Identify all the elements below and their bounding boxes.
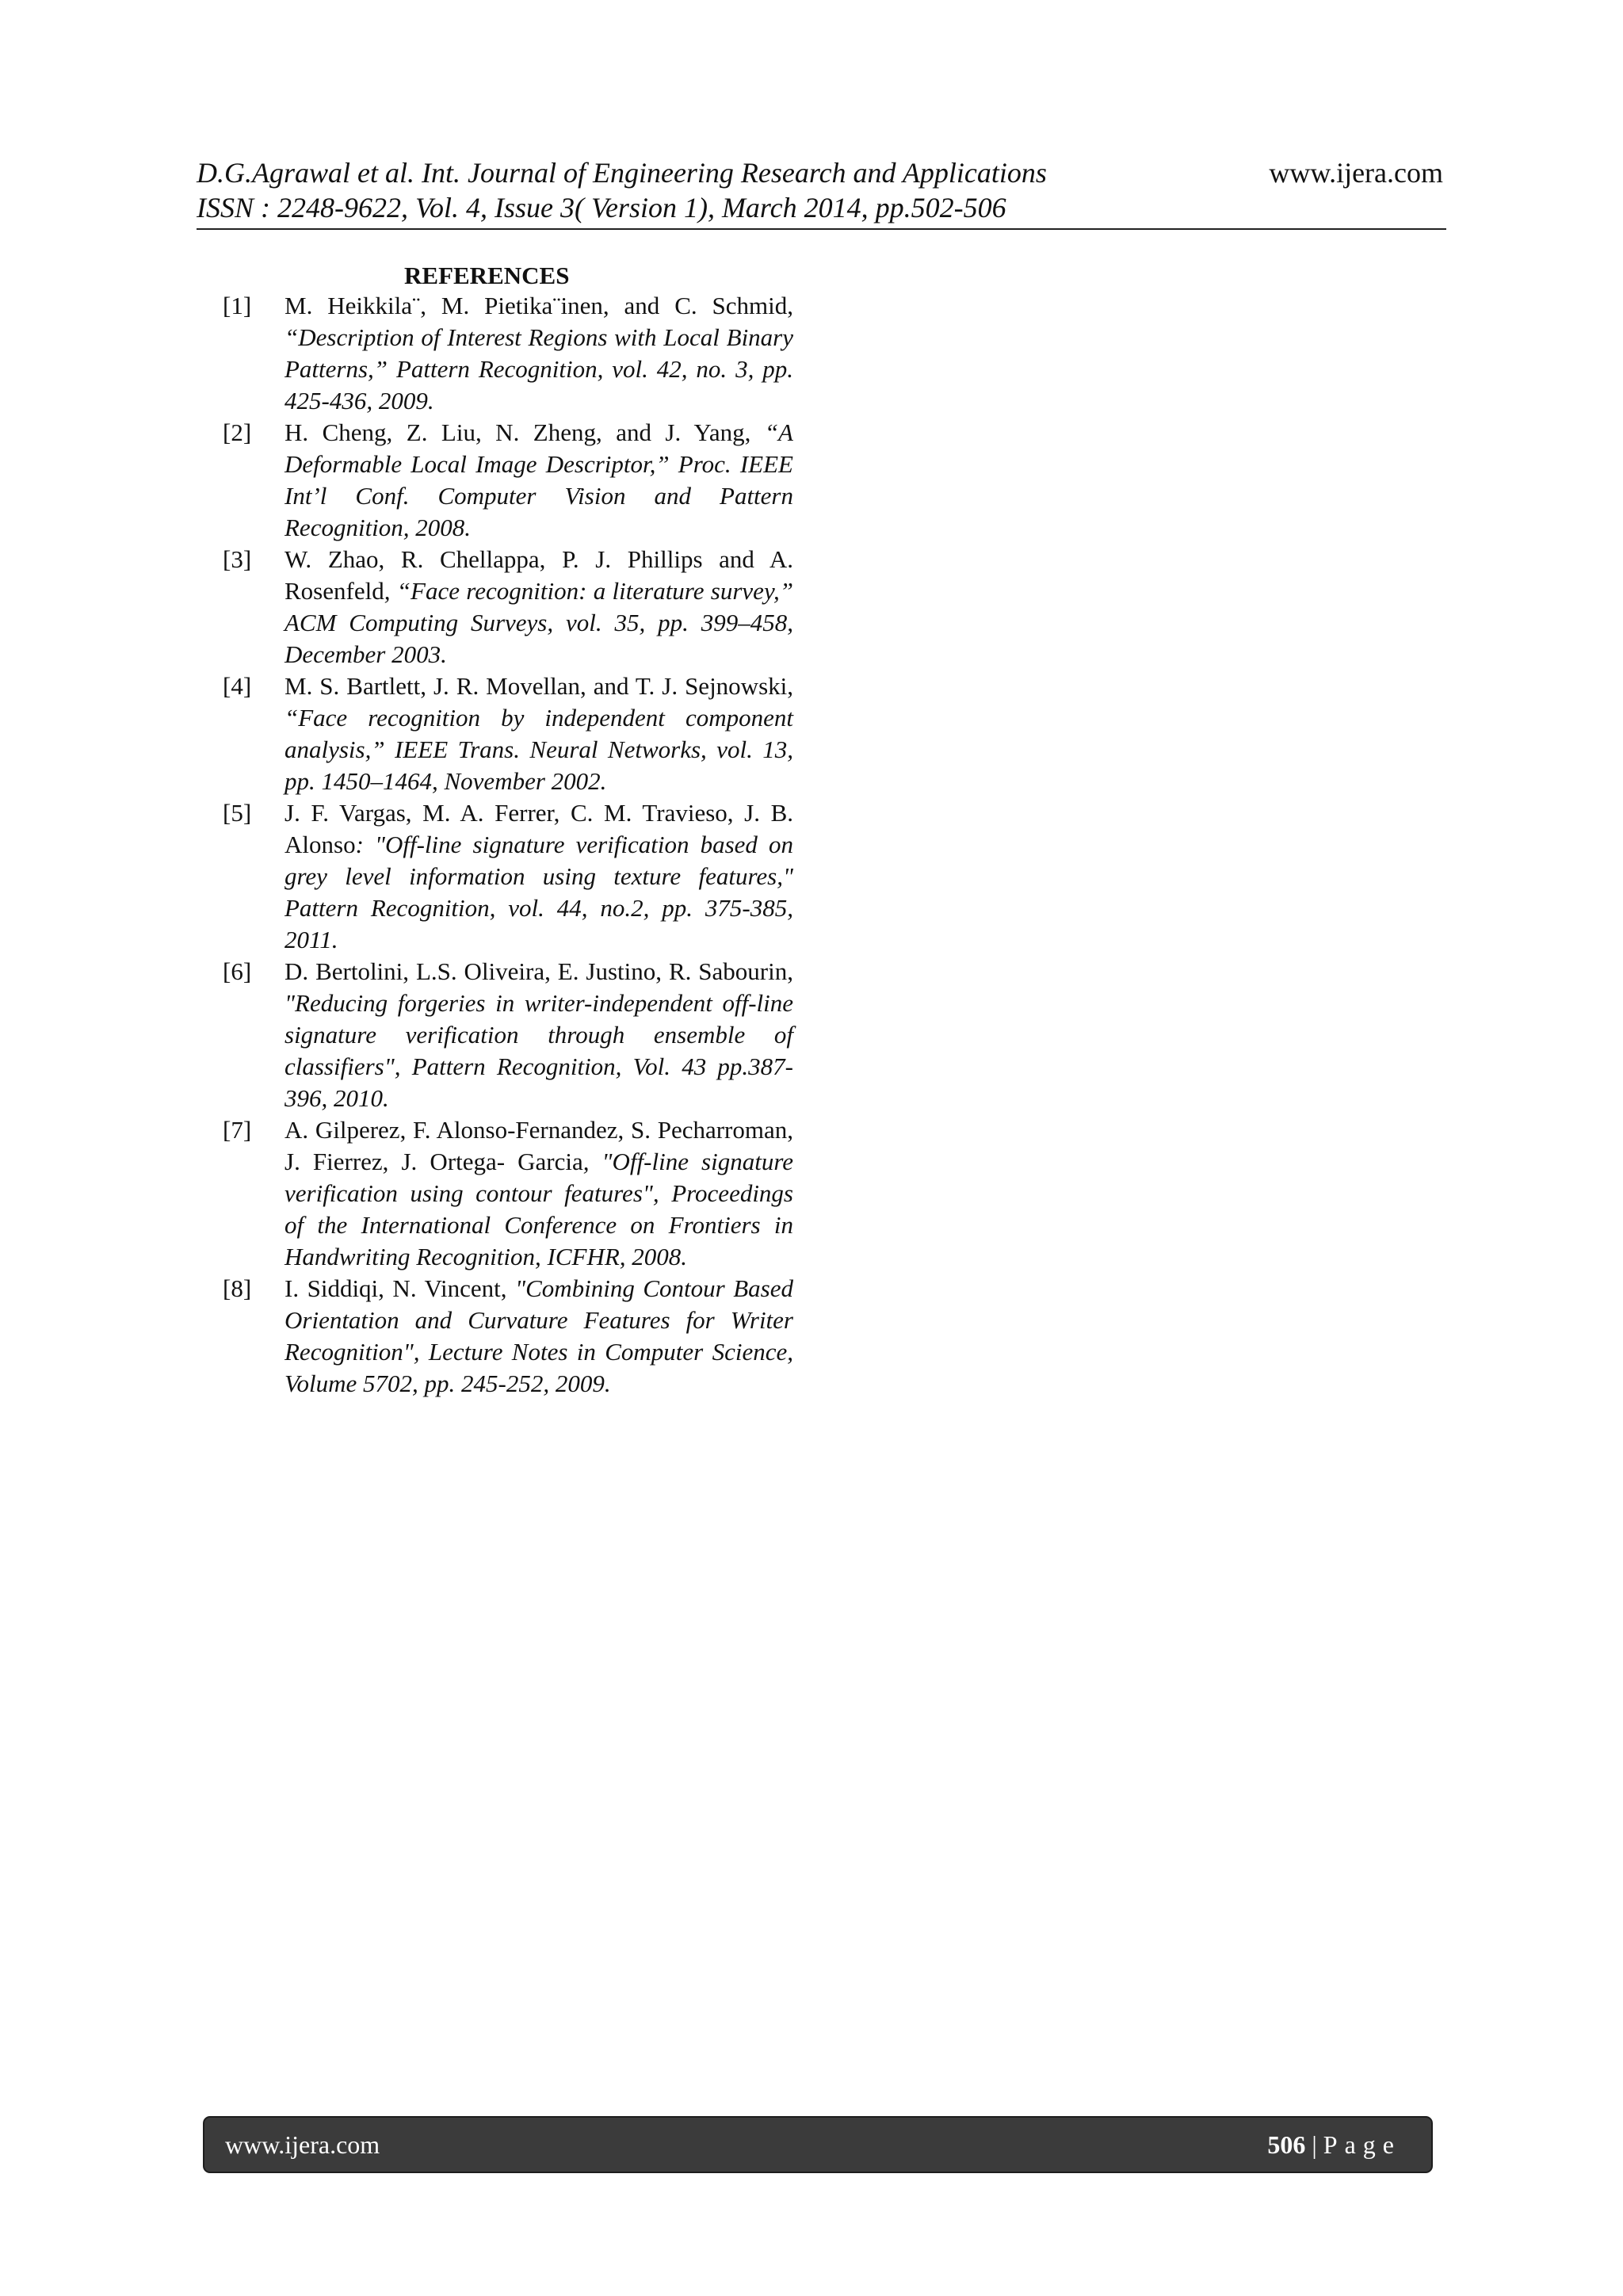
reference-item <box>223 797 793 956</box>
page-number: 506 <box>1267 2130 1306 2159</box>
reference-text <box>285 290 793 417</box>
reference-number: [8] <box>223 1274 252 1302</box>
reference-details: "Reducing forgeries in writer-independent off-line signature verification through ensemble of classifiers", Pattern Recognition, Vol. 43 pp.387-396, 2010. <box>285 989 793 1112</box>
reference-text <box>285 1273 793 1400</box>
issue-info: ISSN : 2248-9622, Vol. 4, Issue 3( Version 1), March 2014, pp.502-506 <box>197 192 1006 223</box>
reference-details: "Combining Contour Based Orientation and Curvature Features for Writer Recognition", Lecture Notes in Computer Science, Volume 5702, pp. 245-252, 2009. <box>285 1274 794 1397</box>
reference-number: [7] <box>223 1116 252 1144</box>
reference-text <box>285 956 793 1114</box>
reference-number: [4] <box>223 672 252 700</box>
reference-text <box>285 417 793 544</box>
footer-url-link[interactable]: www.ijera.com <box>225 2130 380 2159</box>
reference-number: [1] <box>223 292 252 319</box>
reference-text <box>285 797 793 956</box>
reference-item <box>223 670 793 797</box>
reference-item <box>223 956 793 1114</box>
reference-number: [3] <box>223 545 252 573</box>
reference-details: , “Face recognition: a literature survey,” ACM Computing Surveys, vol. 35, pp. 399–458, December 2003. <box>285 577 793 668</box>
journal-title: D.G.Agrawal et al. Int. Journal of Engineering Research and Applications <box>197 157 1047 189</box>
page-separator: | <box>1312 2130 1317 2159</box>
reference-item <box>223 1273 793 1400</box>
reference-text <box>285 544 793 670</box>
reference-authors: I. Siddiqi, N. Vincent, <box>285 1274 516 1302</box>
page-footer <box>204 2118 1431 2172</box>
reference-details: “Description of Interest Regions with Local Binary Patterns,” Pattern Recognition, vol. 42, no. 3, pp. 425-436, 2009. <box>285 323 793 415</box>
reference-text <box>285 1114 793 1273</box>
reference-authors: A. Gilperez, F. Alonso-Fernandez, S. Pecharroman, J. Fierrez, J. Ortega- Garcia <box>285 1116 793 1175</box>
reference-item <box>223 544 793 670</box>
reference-details: “Face recognition by independent component analysis,” IEEE Trans. Neural Networks, vol. 13, pp. 1450–1464, November 2002. <box>285 704 793 795</box>
reference-number: [2] <box>223 418 252 446</box>
reference-item <box>223 290 793 417</box>
page-indicator <box>1267 2130 1401 2159</box>
reference-item <box>223 417 793 544</box>
reference-number: [5] <box>223 799 252 827</box>
reference-details: “A Deformable Local Image Descriptor,” Proc. IEEE Int’l Conf. Computer Vision and Pattern Recognition, 2008. <box>285 418 793 541</box>
reference-list <box>223 290 793 1400</box>
reference-authors: H. Cheng, Z. Liu, N. Zheng, and J. Yang, <box>285 418 765 446</box>
reference-text <box>285 670 793 797</box>
reference-authors: J. F. Vargas, M. A. Ferrer, C. M. Travieso, J. B. Alonso <box>285 799 793 858</box>
reference-item <box>223 1114 793 1273</box>
page-label: Page <box>1323 2130 1401 2159</box>
reference-authors: W. Zhao, R. Chellappa, P. J. Phillips and A. Rosenfeld <box>285 545 793 605</box>
reference-authors: M. Heikkila¨, M. Pietika¨inen, and C. Schmid, <box>285 292 793 319</box>
reference-authors: M. S. Bartlett, J. R. Movellan, and T. J. Sejnowski, <box>285 672 793 700</box>
header-url-link[interactable]: www.ijera.com <box>1269 157 1443 189</box>
reference-details: : "Off-line signature verification based on grey level information using texture features," Pattern Recognition, vol. 44, no.2, pp. 375-385, 2011. <box>285 831 793 953</box>
page-header <box>197 155 1446 230</box>
reference-number: [6] <box>223 957 252 985</box>
reference-details: , "Off-line signature verification using contour features", Proceedings of the International Conference on Frontiers in Handwriting Recognition, ICFHR, 2008. <box>285 1148 793 1270</box>
references-heading: REFERENCES <box>404 262 570 289</box>
reference-authors: D. Bertolini, L.S. Oliveira, E. Justino, R. Sabourin, <box>285 957 793 985</box>
